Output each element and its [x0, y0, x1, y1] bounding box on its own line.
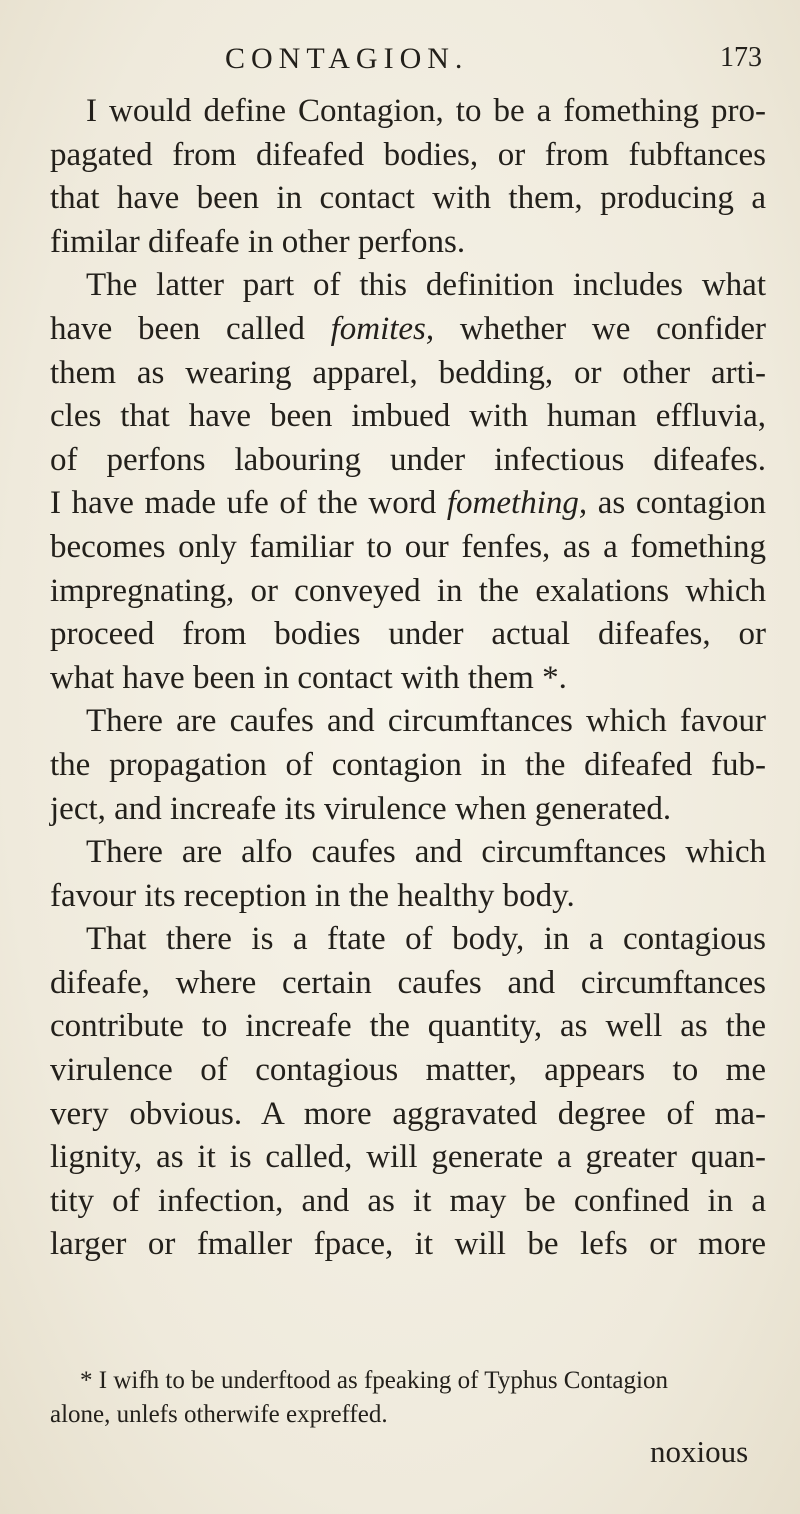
text-line: I would define Contagion, to be a fomething pro-	[86, 93, 766, 129]
page-header	[0, 42, 800, 82]
text-line: That there is a ftate of body, in a contagious	[86, 921, 766, 958]
text-line: very obvious. A more aggravated degree of ma-	[50, 1095, 766, 1132]
page-number: 173	[720, 42, 762, 73]
text-line: of perfons labouring under infectious difeafes.	[50, 441, 766, 478]
text-run: as contagion	[587, 485, 766, 522]
text-line: cles that have been imbued with human effluvia,	[50, 398, 766, 435]
text-line	[50, 308, 766, 352]
text-line: virulence of contagious matter, appears to me	[50, 1052, 766, 1089]
catchword: noxious	[650, 1434, 749, 1469]
text-line: ject, and increafe its virulence when generated.	[50, 790, 672, 827]
text-line: becomes only familiar to our fenfes, as a fomething	[50, 528, 766, 565]
footnote-line: * I wifh to be underftood as fpeaking of Typhus Contagion	[80, 1367, 668, 1394]
text-line: contribute to increafe the quantity, as well as the	[50, 1008, 766, 1045]
text-line: favour its reception in the healthy body.	[50, 877, 575, 914]
body-text	[50, 90, 766, 1311]
text-run: whether we confider	[434, 310, 767, 347]
text-line: proceed from bodies under actual difeafes, or	[50, 616, 766, 653]
text-line: them as wearing apparel, bedding, or other arti-	[50, 354, 766, 391]
italic-term: fomething,	[446, 485, 588, 522]
italic-term: fomites,	[330, 310, 435, 347]
text-line: difeafe, where certain caufes and circumftances	[50, 964, 766, 1001]
text-line: lignity, as it is called, will generate a greater quan-	[50, 1139, 766, 1176]
text-line: There are alfo caufes and circumftances which	[86, 834, 766, 871]
text-line: impregnating, or conveyed in the exalations which	[50, 572, 766, 609]
text-line: the propagation of contagion in the difeafed fub-	[50, 746, 766, 783]
text-line: There are caufes and circumftances which favour	[86, 703, 766, 740]
text-line: The latter part of this definition includes what	[86, 267, 766, 304]
footnote-line: alone, unlefs otherwife expreffed.	[50, 1401, 388, 1428]
text-line: that have been in contact with them, producing a	[50, 180, 766, 217]
text-line: fimilar difeafe in other perfons.	[50, 223, 466, 260]
text-line: larger or fmaller fpace, it will be lefs or more	[50, 1226, 766, 1263]
text-line: tity of infection, and as it may be confined in a	[50, 1182, 766, 1219]
text-line	[50, 482, 766, 526]
text-line	[50, 1267, 766, 1311]
text-line: pagated from difeafed bodies, or from fubftances	[50, 136, 766, 173]
running-head: CONTAGION.	[225, 42, 469, 75]
text-line: what have been in contact with them *.	[50, 659, 567, 696]
text-run: have been called	[50, 310, 305, 347]
footnote	[50, 1364, 766, 1432]
text-run: I have made ufe of the word	[50, 485, 437, 522]
